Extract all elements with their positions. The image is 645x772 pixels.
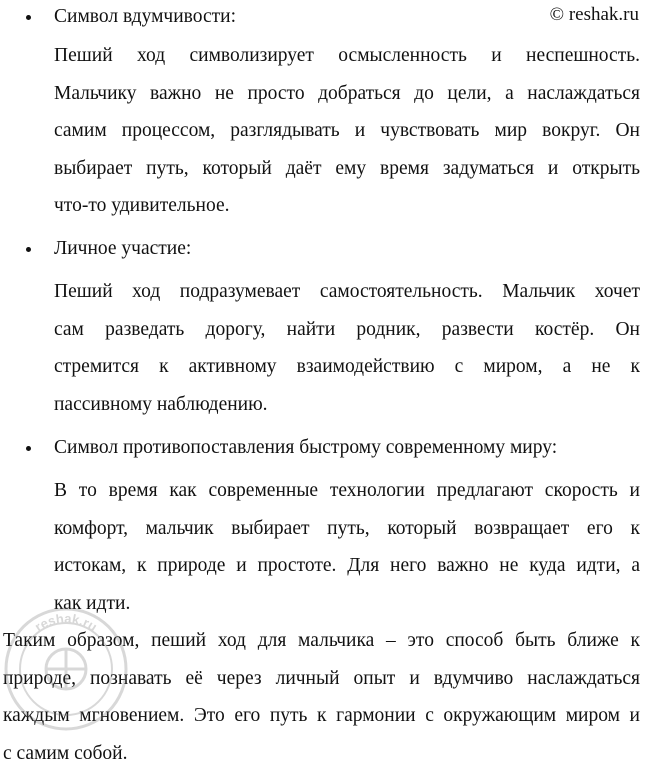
stamp-text: reshak.ru [32,611,100,635]
paragraph-line: выбирает путь, который даёт ему время задуматься и открыть [54,150,640,188]
bullet-dot [26,247,31,252]
paragraph-line: пассивному наблюдению. [54,386,640,424]
watermark-text: © reshak.ru [550,2,639,28]
bullet-label: Личное участие: [54,236,191,262]
paragraph-line: сам разведать дорогу, найти родник, развести костёр. Он [54,311,640,349]
paragraph-line: истокам, к природе и простоте. Для него важно не куда идти, а [54,547,640,585]
paragraph-line: Мальчику важно не просто добраться до цели, а наслаждаться [54,75,640,113]
paragraph-line: что-то удивительное. [54,187,640,225]
paragraph-line: с самим собой. [3,735,640,772]
paragraph-line: самим процессом, разглядывать и чувствовать мир вокруг. Он [54,112,640,150]
bullet-dot [26,15,31,20]
paragraph-line: каждым мгновением. Это его путь к гармонии с окружающим миром и [3,697,640,735]
paragraph-line: Пеший ход подразумевает самостоятельность. Мальчик хочет [54,273,640,311]
paragraph-line: Пеший ход символизирует осмысленность и неспешность. [54,37,640,75]
paragraph-3 [54,472,640,622]
bullet-label: Символ вдумчивости: [54,4,236,30]
paragraph-line: Таким образом, пеший ход для мальчика – это способ быть ближе к [3,622,640,660]
paragraph-line: природе, познавать её через личный опыт и вдумчиво наслаждаться [3,660,640,698]
paragraph-2 [54,273,640,423]
conclusion-paragraph [3,622,640,772]
paragraph-line: как идти. [54,585,640,623]
paragraph-line: комфорт, мальчик выбирает путь, который возвращает его к [54,510,640,548]
paragraph-line: стремится к активному взаимодействию с миром, а не к [54,348,640,386]
bullet-label: Символ противопоставления быстрому современному миру: [54,435,557,461]
paragraph-1 [54,37,640,225]
bullet-dot [26,446,31,451]
paragraph-line: В то время как современные технологии предлагают скорость и [54,472,640,510]
